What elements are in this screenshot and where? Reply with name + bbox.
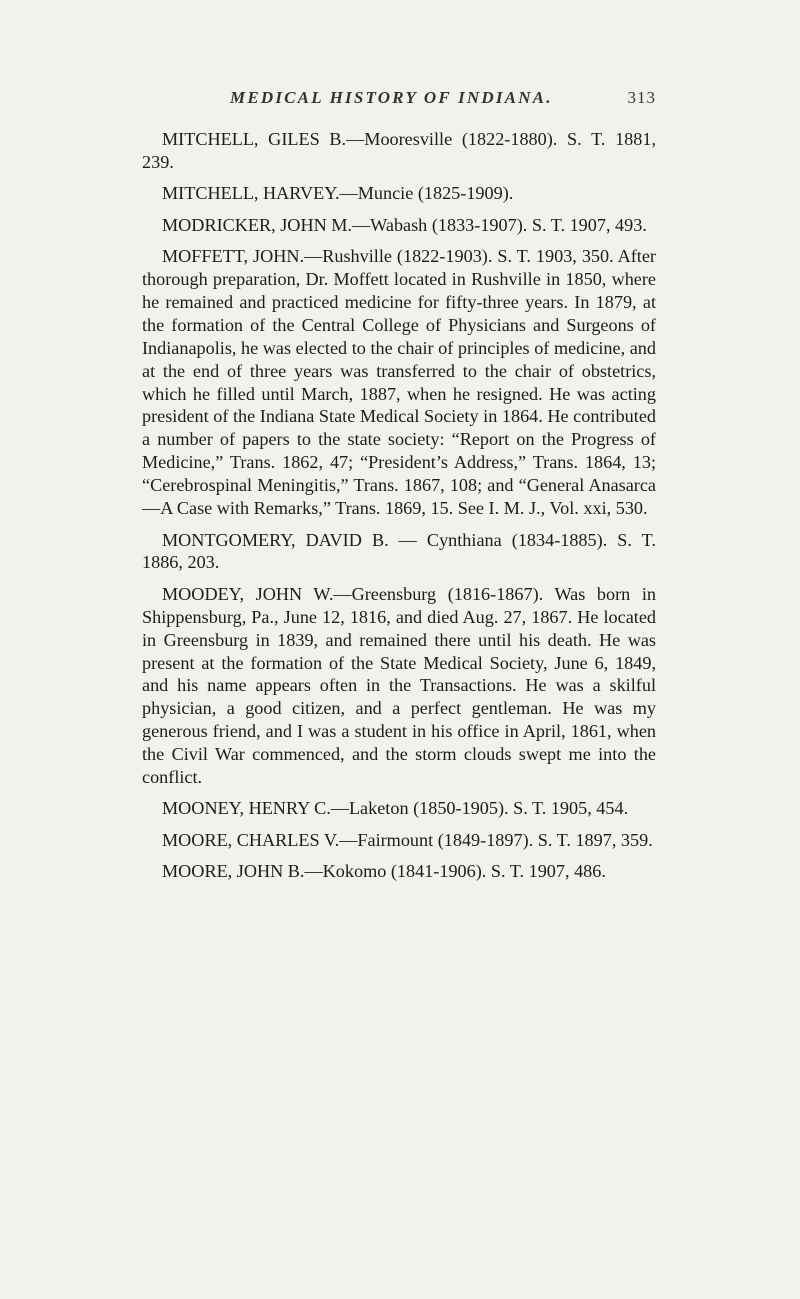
entry-moore-john: MOORE, JOHN B.—Kokomo (1841-1906). S. T. 1907, 486. [162,861,606,882]
entry-mooney-henry: MOONEY, HENRY C.—Laketon (1850-1905). S. T. 1905, 454. [162,798,629,819]
running-head-title: MEDICAL HISTORY OF INDIANA. [230,88,553,107]
running-head [230,88,656,108]
page-number: 313 [627,88,656,107]
entry-moodey-john: MOODEY, JOHN W.—Greensburg (1816-1867). Was born in Shippensburg, Pa., June 12, 1816, and died Aug. 27, 1867. He located in Greensburg in 1839, and remained there until his death. He was present at the formation of the State Medical Society, June 6, 1849, and his name appears often in the Transactions. He was a skilful physician, a good citizen, and a perfect gentleman. He was my generous friend, and I was a student in his office in April, 1861, when the Civil War commenced, and the storm clouds swept me into the conflict. [142,583,656,788]
entry-moore-charles: MOORE, CHARLES V.—Fairmount (1849-1897). S. T. 1897, 359. [162,829,653,850]
entry-mitchell-giles: MITCHELL, GILES B.—Mooresville (1822-1880). S. T. 1881, 239. [142,129,656,172]
entry-mitchell-harvey: MITCHELL, HARVEY.—Muncie (1825-1909). [162,183,514,204]
entry-modricker-john: MODRICKER, JOHN M.—Wabash (1833-1907). S. T. 1907, 493. [162,214,647,235]
entry-moffett-john: MOFFETT, JOHN.—Rushville (1822-1903). S. T. 1903, 350. After thorough preparation, Dr. Moffett located in Rushville in 1850, where he remained and practiced medicine for fifty-three years. In 1879, at the formation of the Central College of Physicians and Surgeons of Indianapolis, he was elected to the chair of principles of medicine, and at the end of three years was transferred to the chair of obstetrics, which he filled until March, 1887, when he resigned. He was acting president of the Indiana State Medical Society in 1864. He contributed a number of papers to the state society: “Report on the Progress of Medicine,” Trans. 1862, 47; “President’s Address,” Trans. 1864, 13; “Cerebrospinal Meningitis,” Trans. 1867, 108; and “General Anasarca—A Case with Remarks,” Trans. 1869, 15. See I. M. J., Vol. xxi, 530. [142,246,656,519]
entry-montgomery-david: MONTGOMERY, DAVID B. — Cynthiana (1834-1885). S. T. 1886, 203. [142,529,656,573]
book-page [142,88,656,892]
